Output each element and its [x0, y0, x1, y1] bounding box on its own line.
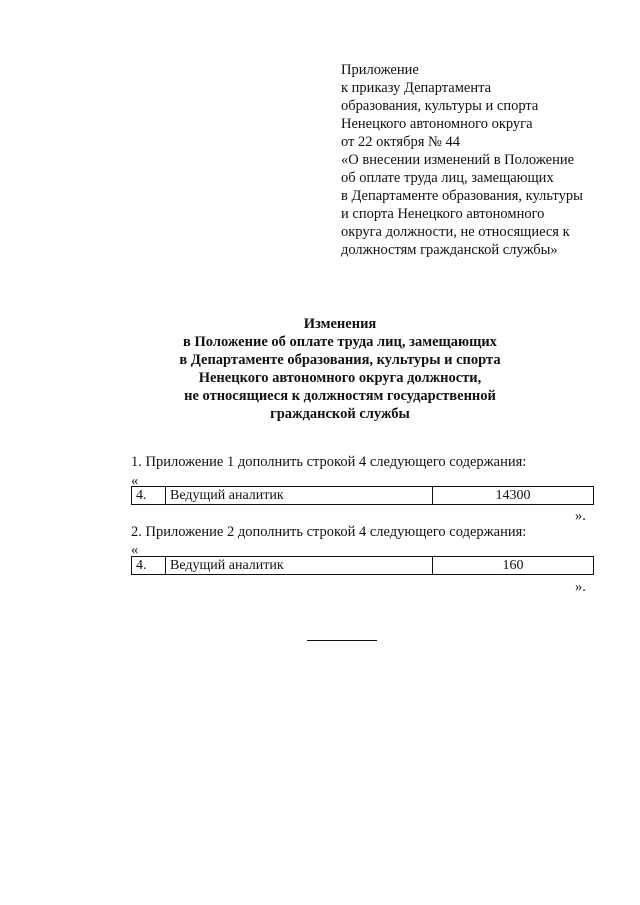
- row-number: 4.: [132, 487, 166, 505]
- row-position-name: Ведущий аналитик: [166, 557, 433, 575]
- item-1-table: [131, 486, 594, 505]
- appendix-line: должностям гражданской службы»: [341, 242, 558, 258]
- appendix-line: «О внесении изменений в Положение: [341, 152, 575, 168]
- title-line: гражданской службы: [270, 406, 410, 422]
- row-position-name: Ведущий аналитик: [166, 487, 433, 505]
- appendix-line: от 22 октября № 44: [341, 134, 460, 150]
- row-value: 14300: [433, 487, 594, 505]
- row-number: 4.: [132, 557, 166, 575]
- appendix-line: Ненецкого автономного округа: [341, 116, 533, 132]
- appendix-header: [341, 61, 611, 259]
- item-2-quote-open: «: [131, 542, 139, 558]
- appendix-line: и спорта Ненецкого автономного: [341, 206, 545, 222]
- item-1-text: 1. Приложение 1 дополнить строкой 4 следующего содержания:: [131, 454, 527, 470]
- item-2-table: [131, 556, 594, 575]
- row-value: 160: [433, 557, 594, 575]
- end-divider: [307, 640, 377, 641]
- item-2-quote-close: ».: [575, 579, 586, 595]
- title-line: в Департаменте образования, культуры и спорта: [179, 352, 501, 368]
- item-1-quote-open: «: [131, 473, 139, 489]
- title-line: Изменения: [303, 316, 377, 332]
- appendix-line: округа должности, не относящиеся к: [341, 224, 570, 240]
- document-title: [100, 315, 580, 423]
- appendix-line: в Департаменте образования, культуры: [341, 188, 583, 204]
- item-1-quote-close: ».: [575, 508, 586, 524]
- title-line: Ненецкого автономного округа должности,: [198, 370, 482, 386]
- appendix-line: Приложение: [341, 62, 419, 78]
- title-line: в Положение об оплате труда лиц, замещающих: [183, 334, 497, 350]
- table-row: [132, 557, 594, 575]
- table-row: [132, 487, 594, 505]
- title-line: не относящиеся к должностям государственной: [184, 388, 496, 404]
- appendix-line: к приказу Департамента: [341, 80, 492, 96]
- item-2-text: 2. Приложение 2 дополнить строкой 4 следующего содержания:: [131, 524, 527, 540]
- appendix-line: образования, культуры и спорта: [341, 98, 539, 114]
- appendix-line: об оплате труда лиц, замещающих: [341, 170, 554, 186]
